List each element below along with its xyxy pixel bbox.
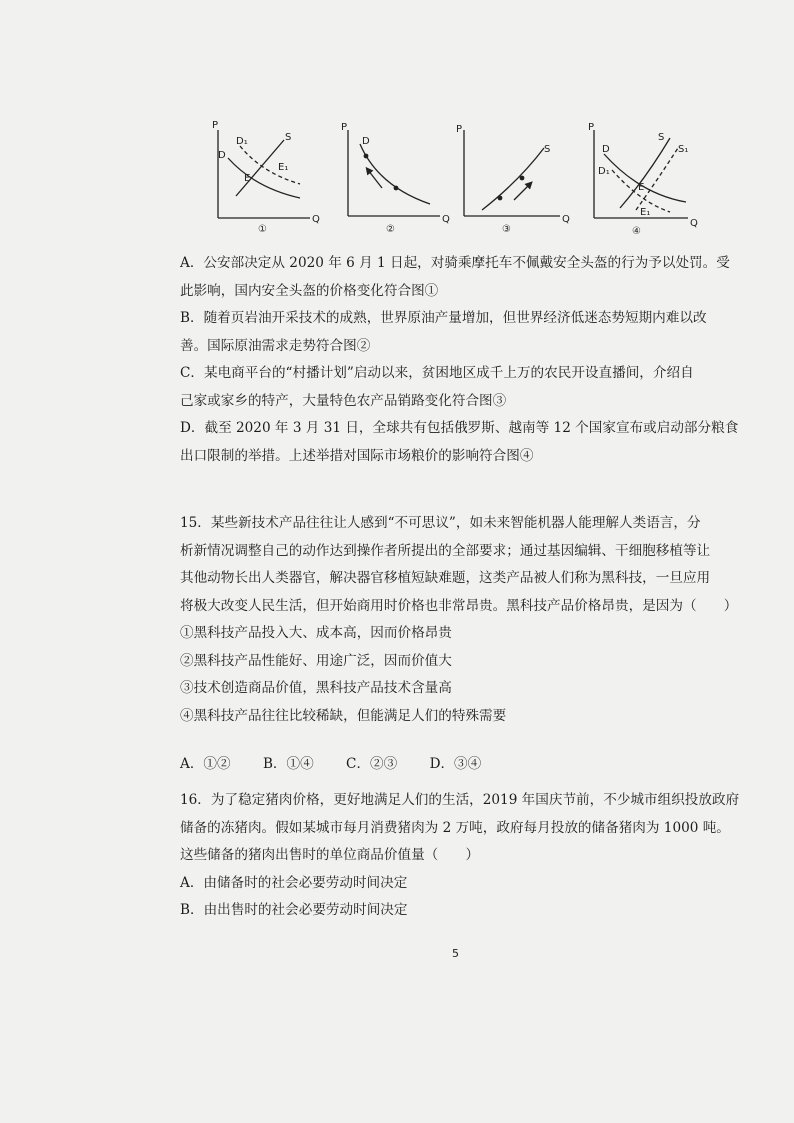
q16-stem-line-1: 16．为了稳定猪肉价格，更好地满足人们的生活，2019 年国庆节前，不少城市组织投放政府	[180, 792, 740, 808]
q14-options	[180, 250, 739, 470]
graph-1-d-label: D	[218, 150, 226, 161]
q16	[180, 787, 740, 925]
q15-item-2: ②黑科技产品性能好、用途广泛，因而价值大	[180, 652, 452, 669]
q16-option-a: A．由储备时的社会必要劳动时间决定	[180, 874, 408, 891]
graph-3-arrow	[514, 184, 530, 200]
q15-option-d: D．③④	[429, 756, 482, 772]
graphs-svg	[200, 118, 710, 246]
graph-3-caption: ③	[502, 224, 511, 235]
graph-1-e1-label: E₁	[278, 162, 289, 173]
q14-option-b-line-1: B．随着页岩油开采技术的成熟，世界原油产量增加，但世界经济低迷态势短期内难以改	[180, 310, 707, 326]
graph-4-caption: ④	[632, 226, 641, 237]
graph-4-d1-label: D₁	[598, 166, 610, 177]
q15-option-b: B．①④	[262, 756, 314, 772]
q15-item-1: ①黑科技产品投入大、成本高，因而价格昂贵	[180, 625, 452, 641]
q16-option-b: B．由出售时的社会必要劳动时间决定	[180, 902, 408, 918]
graph-4-s1-label: S₁	[678, 144, 689, 155]
graph-3-q-label: Q	[562, 214, 570, 225]
graph-1-e-label: E	[244, 173, 251, 184]
graph-3-point-lower	[498, 196, 503, 201]
graph-2-p-label: P	[341, 122, 348, 133]
graph-2-q-label: Q	[442, 214, 450, 225]
graph-4	[588, 122, 698, 237]
q15-stem-line-4: 将极大改变人民生活，但开始商用时价格也非常昂贵。黑科技产品价格昂贵，是因为（ ）	[180, 597, 738, 614]
graph-2-point-lower	[394, 186, 399, 191]
q15-option-a: A．①②	[180, 756, 231, 772]
q15-stem-line-1: 15．某些新技术产品往往让人感到“不可思议”，如未来智能机器人能理解人类语言，分	[180, 515, 701, 531]
graph-1-p-label: P	[212, 120, 219, 131]
graph-2-point-upper	[364, 154, 369, 159]
q15	[180, 510, 738, 730]
q14-option-c-line-2: 己家或家乡的特产，大量特色农产品销路变化符合图③	[180, 392, 507, 409]
graph-1-caption: ①	[258, 224, 267, 235]
supply-demand-graphs	[200, 118, 710, 246]
q15-options	[180, 752, 509, 772]
graph-4-p-label: P	[588, 122, 595, 133]
q15-item-4: ④黑科技产品往往比较稀缺，但能满足人们的特殊需要	[180, 707, 507, 724]
graph-4-s-label: S	[658, 132, 665, 143]
q14-option-d-line-1: D．截至 2020 年 3 月 31 日，全球共有包括俄罗斯、越南等 12 个国家宣布或启动部分粮食	[180, 420, 739, 436]
graph-1-s-label: S	[285, 132, 292, 143]
graph-4-e1-label: E₁	[640, 207, 651, 218]
q15-stem-line-2: 析新情况调整自己的动作达到操作者所提出的全部要求；通过基因编辑、干细胞移植等让	[180, 542, 711, 559]
q16-stem-line-2: 储备的冻猪肉。假如某城市每月消费猪肉为 2 万吨，政府每月投放的储备猪肉为 1000 吨。	[180, 819, 730, 836]
q14-option-a-line-1: A．公安部决定从 2020 年 6 月 1 日起，对骑乘摩托车不佩戴安全头盔的行为予以处罚。受	[180, 255, 730, 271]
graph-3-s-label: S	[544, 144, 551, 155]
q16-stem-line-3: 这些储备的猪肉出售时的单位商品价值量（ ）	[180, 847, 480, 863]
graph-3-supply-curve	[482, 148, 544, 210]
graph-3	[456, 124, 570, 235]
graph-1-q-label: Q	[312, 214, 320, 225]
q15-stem-line-3: 其他动物长出人类器官，解决器官移植短缺难题，这类产品被人们称为黑科技，一旦应用	[180, 570, 711, 586]
q15-option-c: C．②③	[346, 756, 398, 772]
graph-4-e-label: E	[638, 182, 645, 193]
graph-4-d-label: D	[602, 144, 610, 155]
graph-3-p-label: P	[456, 124, 463, 135]
q14-option-b-line-2: 善。国际原油需求走势符合图②	[180, 337, 371, 354]
graph-1-d1-label: D₁	[236, 136, 248, 147]
graph-4-demand-curve	[604, 154, 686, 202]
page-number: 5	[452, 947, 459, 960]
graph-2-arrow	[368, 170, 382, 188]
graph-2-d-label: D	[362, 136, 370, 147]
q14-option-d-line-2: 出口限制的举措。上述举措对国际市场粮价的影响符合图④	[180, 447, 534, 464]
graph-4-q-label: Q	[690, 218, 698, 229]
q14-option-c-line-1: C．某电商平台的“村播计划”启动以来，贫困地区成千上万的农民开设直播间，介绍自	[180, 365, 694, 381]
graph-3-point-upper	[520, 176, 525, 181]
q14-option-a-line-2: 此影响，国内安全头盔的价格变化符合图①	[180, 282, 439, 299]
graph-1-supply-curve	[236, 140, 284, 196]
graph-1	[212, 120, 320, 235]
graph-2-caption: ②	[386, 224, 395, 235]
graph-2	[341, 122, 450, 235]
q15-item-3: ③技术创造商品价值，黑科技产品技术含量高	[180, 680, 452, 696]
